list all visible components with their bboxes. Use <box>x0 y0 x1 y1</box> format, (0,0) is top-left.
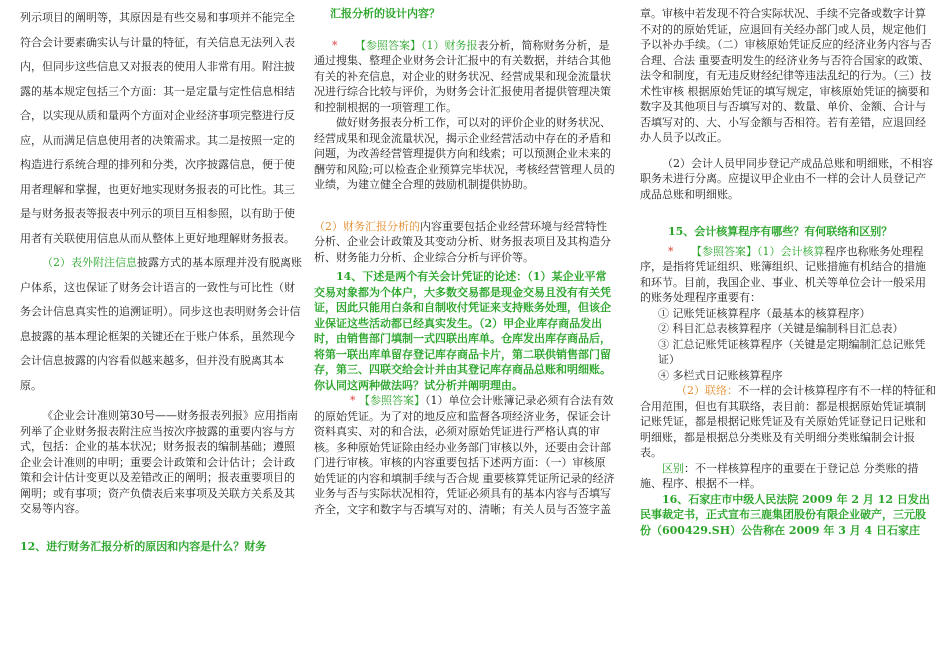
column-left <box>20 6 304 554</box>
answer-12-part2: 做好财务报表分析工作，可以对的评价企业的财务状况、经营成果和现金流量状况，揭示企业经营活动中存在的矛盾和问题，为改善经营管理提供方向和线索；可以预测企业未来的酬劳和风险;可以检查企业预算完毕状况，考核经营管理人员的业绩，为建立健全合理的鼓励机制提供协助。 <box>314 116 615 191</box>
answer-item-label: （1）财务报 <box>420 38 478 52</box>
list-item: ④ 多栏式日记账核算程序 <box>658 368 783 382</box>
answer-15-difference <box>640 461 936 492</box>
answer-12-text: 表分析，简称财务分析，是通过搜集、整理企业财务会计汇报中的有关数据，并结合其他有关的补充信息，对企业的财务状况、经营成果和现金流量状况进行综合比较与评价，为财务会计汇报使用者提供管理决策和控制根据的一项管理工作。 <box>314 38 611 114</box>
list-item: ② 科目汇总表核算程序（关键是编制科目汇总表） <box>658 322 904 335</box>
list-item: ③ 汇总记账凭证核算程序（关键是定期编制汇总记账凭证） <box>658 337 926 366</box>
question-12-heading: 12、进行财务汇报分析的原因和内容是什么？财务 <box>20 539 267 553</box>
answer-14-continued: 章。审核中若发现不符合实际状况、手续不完备或数字计算不对的的原始凭证，应退回有关经办部门或人员，规定他们予以补办手续。（二）审核原始凭证反应的经济业务内容与否合理、合法 重要查明发生的经济业务与否符合国家的政策、法令和制度，有无违反财经纪律等违法乱纪的行为。（三）技术性审核 根据原始凭证的填写规定，审核原始凭证的摘要和数字及其他项目与否填写对的、数量、单价、金额、合计与否填写对的、大、小写金额与否相符。若有差错，应退回经办人员予以改正。 <box>640 7 932 144</box>
section-text-difference: ：不一样核算程序的重要在于登记总 分类账的措施、程序、根据不一样。 <box>640 461 919 490</box>
section-label-difference: 区别 <box>662 461 684 475</box>
section-label-off-statement: （2）表外附注信息 <box>42 256 137 269</box>
answer-14 <box>314 393 616 517</box>
question-15-heading: 15、会计核算程序有哪些？有何联络和区别？ <box>668 225 893 238</box>
answer-label: 【参照答案】 <box>354 38 421 52</box>
paragraph-standard-30: 《企业会计准则第30号——财务报表列报》应用指南列举了企业财务报表附注应当按次序披露的重要内容与方式，包括：企业的基本状况；财务报表的编制基础；遵照企业会计准则的申明；重要会计政策和会计估计；会计政策和会计估计变更以及差错改正的阐明；报表重要项目的阐明；或有事项；资产负债表后来事项及关联方关系及其交易等内容。 <box>20 409 298 515</box>
section-label-analysis-content: （2）财务汇报分析的 <box>314 219 420 233</box>
section-text-off-statement: 披露方式的基本原理并没有脱离账户体系，这也保证了财务会计语言的一致性与可比性（财务会计信息真实性的追溯证明）。同步这也表明财务会计信息披露的基本理论框架的关键还在于账户体系，虽然现今会计信息披露的内容看似越来越多，但并没有脱离其本原。 <box>20 256 302 392</box>
answer-label: 【参照答案】 <box>690 244 757 258</box>
section-text-connection: 不一样的会计核算程序有不一样的特征和合用范围，但也有其联络，表目前：都是根据原始凭证填制记账凭证，都是根据记账凭证及有关原始凭证登记日记账和明细账，都是根据总分类账及有关明细分类账编制会计报表。 <box>640 384 936 459</box>
answer-14-text: （1）单位会计账簿记录必须有合法有效的原始凭证。为了对的地反应和监督各项经济业务，保证会计资料真实、对的和合法，必须对原始凭证进行严格认真的审核。多种原始凭证除由经办业务部门审核以外，还要由会计部门进行审核。审核的内容重要包括下述两方面：（一）审核原始凭证的内容和填制手续与否合规 重要核算凭证所记录的经济业务与否与实际状况相符，凭证必须具有的基本内容与否填写齐全，文字和数字与否填写对的、清晰；有关人员与否签字盖 <box>314 394 615 516</box>
paragraph-off-statement-info <box>20 251 304 398</box>
question-14-heading: 14、下述是两个有关会计凭证的论述：（1）某企业平常交易对象都为个体户，大多数交易都是现金交易且没有有关凭证，因此只能用白条和自制收付凭证来支持账务处理，但该企业保证这些活动都已经真实发生。（2）甲企业库存商品发出时，由销售部门填制一式四联出库单。仓库发出库存商品后，将第一联出库单留存登记库存商品卡片，第二联供销售部门留存，第三、四联交给会计并由其登记库存商品总账和明细账。你认同这两种做法吗？试分析并阐明理由。 <box>314 270 611 392</box>
paragraph-notes-disclosure: 列示项目的阐明等，其原因是有些交易和事项并不能完全符合会计要素确实认与计量的特征，有关信息无法列入表内，但同步这些信息又对报表的使用人非常有用。附注披露的基本规定包括三个方面：其一是定量与定性信息相结合，以实现从质和量两个方面对企业经济事项完整进行反应，从而满足信息使用者的决策需求。其二是按照一定的构造进行系统合理的排列和分类，次序披露信息，便于使用者理解和掌握，也更好地实现财务报表的可比性。其三是与财务报表等报表中列示的项目互相参照，以有助于使用者有关联使用信息从而从整体上更好地理解财务报表。 <box>20 11 295 245</box>
star-marker-icon: * <box>668 244 674 258</box>
section-text-analysis-content: 内容重要包括企业经营环境与经营特性分析、企业会计政策及其变动分析、财务报表项目及其构造分析、财务能力分析、企业综合分析与评价等。 <box>314 219 611 264</box>
section-label-connection: （2）联络： <box>676 384 738 397</box>
column-right <box>640 6 936 538</box>
answer-15-connection <box>640 383 936 461</box>
question-12-heading-continued: 汇报分析的设计内容？ <box>330 7 440 20</box>
answer-item-label: （1）会计核算 <box>756 244 825 258</box>
answer-15-part1 <box>640 244 936 306</box>
answer-label: 【参照答案】 <box>359 394 425 407</box>
star-marker-icon: * <box>350 394 356 407</box>
answer-14-part2: （2）会计人员甲同步登记产成品总账和明细账，不相容职务未进行分离。应提议甲企业由不一样的会计人员登记产成品总账和明细账。 <box>640 156 933 201</box>
column-middle <box>314 6 616 517</box>
list-item: ① 记账凭证核算程序（最基本的核算程序） <box>658 306 871 320</box>
answer-12-part1 <box>314 38 616 116</box>
question-16-heading: 16、石家庄市中级人民法院 2009 年 2 月 12 日发出民事裁定书，正式宣布三鹿集团股份有限企业破产，三元股份（600429.SH）公告称在 2009 年 3 月 4 日石家庄 <box>640 492 930 537</box>
star-marker-icon: * <box>332 38 338 52</box>
answer-12-part3 <box>314 219 616 266</box>
procedure-list <box>658 306 936 384</box>
answer-15-text: 程序也称账务处理程序，是指将凭证组织、账簿组织、记账措施有机结合的措施和环节。目前，我国企业、事业、机关等单位会计一般采用的账务处理程序重要有： <box>640 244 926 304</box>
